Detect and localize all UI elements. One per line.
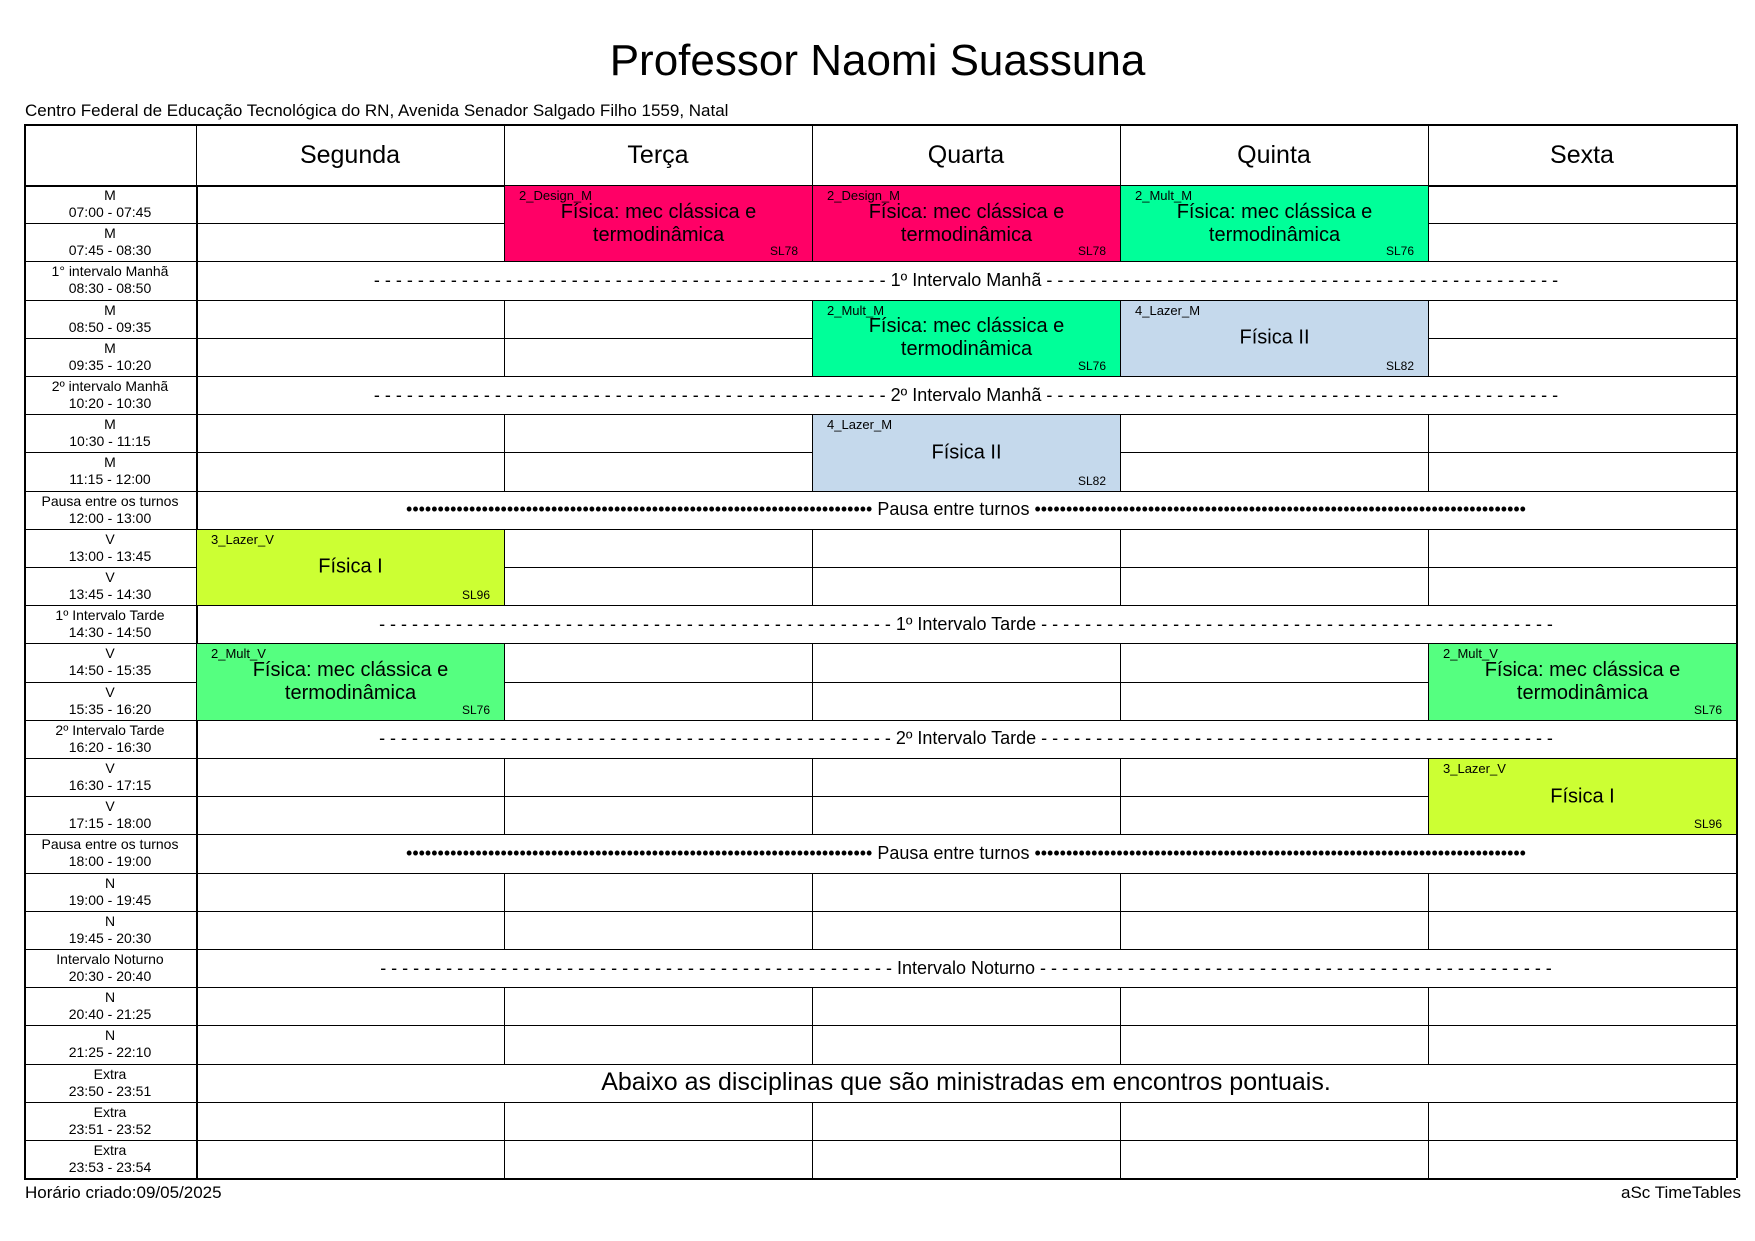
period-label — [25, 185, 195, 223]
column-divider — [1120, 682, 1121, 720]
period-label — [25, 834, 195, 872]
column-divider — [504, 796, 505, 834]
period-label — [25, 338, 195, 376]
break-banner: - - - - - - - - - - - - - - - - - - - - - - - - - - - - - - - - - - - - - - - - - - - - - - - 1º Intervalo Tarde - - - - - - - - - - - - - - - - - - - - - - - - - - - - - - - - - - - - - - - - - - - - - - - — [379, 613, 1553, 634]
period-time: 19:45 - 20:30 — [68, 929, 152, 946]
lesson-card[interactable] — [196, 643, 505, 720]
column-divider — [1120, 873, 1121, 911]
column-divider — [1428, 567, 1429, 605]
period-label — [25, 605, 195, 643]
lesson-card[interactable] — [812, 300, 1121, 377]
column-divider — [812, 873, 813, 911]
column-divider — [504, 873, 505, 911]
column-divider — [1428, 414, 1429, 452]
period-label — [25, 529, 195, 567]
period-label — [25, 567, 195, 605]
lesson-group: 2_Mult_M — [827, 302, 885, 318]
column-divider — [812, 758, 813, 796]
lesson-subject: Física: mec clássica e termodinâmica — [868, 315, 1065, 361]
period-label — [25, 452, 195, 490]
column-divider — [1428, 1102, 1429, 1140]
lesson-room: SL76 — [461, 702, 490, 717]
period-label — [25, 873, 195, 911]
column-divider — [1120, 1025, 1121, 1063]
column-divider — [504, 1102, 505, 1140]
lesson-room: SL76 — [1385, 244, 1414, 259]
period-name: M — [104, 225, 116, 242]
lesson-group: 4_Lazer_M — [1135, 302, 1201, 318]
period-name: V — [105, 683, 115, 700]
column-divider — [812, 1102, 813, 1140]
period-time: 20:30 - 20:40 — [68, 968, 152, 985]
lesson-subject: Física: mec clássica e termodinâmica — [1484, 659, 1681, 705]
column-divider — [504, 124, 505, 185]
period-label — [25, 796, 195, 834]
lesson-room: SL78 — [769, 244, 798, 259]
period-time: 16:20 - 16:30 — [68, 738, 152, 755]
break-banner: - - - - - - - - - - - - - - - - - - - - - - - - - - - - - - - - - - - - - - - - - - - - - - - 2º Intervalo Manhã - - - - - - - - - - - - - - - - - - - - - - - - - - - - - - - - - - - - - - - - - - - - - - - — [373, 384, 1559, 405]
break-banner: •••••••••••••••••••••••••••••••••••••••••••••••••••••••••••••••••••••••••• Pausa entre turnos •••••••••••••••••••••••••••••••••••••••••••••••••••••••••••••••••••••••••••••• — [406, 842, 1526, 863]
lesson-room: SL96 — [1693, 817, 1722, 832]
column-divider — [1120, 758, 1121, 796]
period-label — [25, 682, 195, 720]
period-label — [25, 491, 195, 529]
column-divider — [504, 1140, 505, 1178]
lesson-room: SL78 — [1077, 244, 1106, 259]
period-name: V — [105, 760, 115, 777]
period-time: 09:35 - 10:20 — [68, 356, 152, 373]
period-name: 2º intervalo Manhã — [51, 378, 169, 395]
row-divider — [24, 911, 1736, 912]
lesson-card[interactable] — [1120, 185, 1429, 262]
period-time: 13:00 - 13:45 — [68, 547, 152, 564]
column-divider — [504, 758, 505, 796]
column-divider — [504, 987, 505, 1025]
lesson-subject: Física I — [318, 555, 383, 578]
row-divider — [24, 987, 1736, 988]
column-divider — [196, 185, 198, 223]
period-name: M — [104, 454, 116, 471]
period-time: 08:30 - 08:50 — [68, 280, 152, 297]
period-name: V — [105, 569, 115, 586]
period-name: V — [105, 530, 115, 547]
column-divider — [1428, 1140, 1429, 1178]
period-time: 07:45 - 08:30 — [68, 242, 152, 259]
period-name: V — [105, 798, 115, 815]
day-header: Quarta — [927, 141, 1005, 169]
column-divider — [196, 1025, 198, 1063]
period-label — [25, 376, 195, 414]
column-divider — [1428, 452, 1429, 490]
column-divider — [1120, 529, 1121, 567]
column-divider — [812, 911, 813, 949]
period-name: N — [104, 989, 116, 1006]
lesson-subject: Física: mec clássica e termodinâmica — [560, 200, 757, 246]
lesson-room: SL82 — [1077, 473, 1106, 488]
column-divider — [504, 911, 505, 949]
period-name: N — [104, 874, 116, 891]
period-name: Pausa entre os turnos — [41, 836, 179, 853]
column-divider — [504, 338, 505, 376]
period-name: 1° intervalo Manhã — [51, 263, 169, 280]
frame-border — [24, 124, 1736, 126]
created-date: Horário criado:09/05/2025 — [25, 1183, 222, 1202]
lesson-subject: Física II — [931, 441, 1002, 464]
period-time: 23:51 - 23:52 — [68, 1120, 152, 1137]
period-name: Extra — [93, 1103, 127, 1120]
column-divider — [1120, 124, 1121, 185]
school-address: Centro Federal de Educação Tecnológica do RN, Avenida Senador Salgado Filho 1559, Natal — [25, 101, 729, 120]
column-divider — [196, 414, 198, 452]
period-name: M — [104, 416, 116, 433]
lesson-group: 2_Mult_V — [211, 646, 266, 662]
lesson-group: 3_Lazer_V — [211, 531, 274, 547]
period-time: 10:30 - 11:15 — [69, 433, 151, 450]
column-divider — [196, 758, 198, 796]
column-divider — [812, 1140, 813, 1178]
break-banner: •••••••••••••••••••••••••••••••••••••••••••••••••••••••••••••••••••••••••• Pausa entre turnos •••••••••••••••••••••••••••••••••••••••••••••••••••••••••••••••••••••••••••••• — [406, 499, 1526, 520]
break-banner: - - - - - - - - - - - - - - - - - - - - - - - - - - - - - - - - - - - - - - - - - - - - - - - Intervalo Noturno - - - - - - - - - - - - - - - - - - - - - - - - - - - - - - - - - - - - - - - - - - - - - - - — [380, 957, 1552, 978]
lesson-subject: Física: mec clássica e termodinâmica — [252, 659, 449, 705]
period-time: 17:15 - 18:00 — [68, 815, 152, 832]
column-divider — [1120, 1102, 1121, 1140]
day-header: Quinta — [1237, 141, 1311, 169]
lesson-room: SL76 — [1077, 358, 1106, 373]
period-time: 08:50 - 09:35 — [68, 318, 152, 335]
period-time: 07:00 - 07:45 — [68, 204, 152, 221]
period-time: 16:30 - 17:15 — [68, 777, 152, 794]
period-time: 14:30 - 14:50 — [68, 624, 152, 641]
lesson-card[interactable] — [1428, 758, 1737, 835]
column-divider — [812, 567, 813, 605]
lesson-card[interactable] — [1428, 643, 1737, 720]
period-label — [25, 300, 195, 338]
period-name: 1º Intervalo Tarde — [55, 607, 165, 624]
day-header: Segunda — [299, 141, 401, 169]
column-divider — [196, 338, 198, 376]
lesson-subject: Física: mec clássica e termodinâmica — [1176, 200, 1373, 246]
column-divider — [812, 796, 813, 834]
period-time: 23:53 - 23:54 — [68, 1159, 152, 1176]
period-name: M — [104, 301, 116, 318]
period-label — [25, 223, 195, 261]
period-label — [25, 414, 195, 452]
column-divider — [812, 987, 813, 1025]
column-divider — [196, 911, 198, 949]
period-label — [25, 643, 195, 681]
period-name: Intervalo Noturno — [56, 951, 164, 968]
column-divider — [504, 414, 505, 452]
column-divider — [1428, 124, 1429, 185]
period-time: 19:00 - 19:45 — [68, 891, 152, 908]
column-divider — [1120, 567, 1121, 605]
column-divider — [504, 300, 505, 338]
lesson-room: SL96 — [461, 588, 490, 603]
lesson-card[interactable] — [1120, 300, 1429, 377]
lesson-group: 2_Design_M — [519, 188, 592, 203]
lesson-group: 3_Lazer_V — [1443, 761, 1506, 776]
period-label — [25, 911, 195, 949]
period-label — [25, 1064, 195, 1102]
lesson-subject: Física I — [1550, 785, 1615, 808]
frame-border — [24, 1178, 1736, 1180]
period-name: N — [104, 912, 116, 929]
row-divider — [24, 1140, 1736, 1141]
column-divider — [1120, 796, 1121, 834]
column-divider — [812, 124, 813, 185]
column-divider — [812, 1025, 813, 1063]
extra-note: Abaixo as disciplinas que são ministradas em encontros pontuais. — [601, 1068, 1331, 1097]
column-divider — [1428, 873, 1429, 911]
lesson-card[interactable] — [812, 414, 1121, 491]
period-time: 12:00 - 13:00 — [68, 509, 152, 526]
period-name: M — [104, 187, 116, 204]
day-header: Terça — [627, 141, 689, 169]
column-divider — [1120, 643, 1121, 681]
column-divider — [504, 1025, 505, 1063]
lesson-subject: Física II — [1239, 326, 1310, 349]
column-divider — [196, 452, 198, 490]
period-name: V — [105, 645, 115, 662]
lesson-room: SL76 — [1693, 702, 1722, 717]
period-label — [25, 758, 195, 796]
period-label — [25, 987, 195, 1025]
period-label — [25, 720, 195, 758]
lesson-card[interactable] — [196, 529, 505, 606]
break-banner: - - - - - - - - - - - - - - - - - - - - - - - - - - - - - - - - - - - - - - - - - - - - - - - 1º Intervalo Manhã - - - - - - - - - - - - - - - - - - - - - - - - - - - - - - - - - - - - - - - - - - - - - - - — [373, 269, 1559, 290]
column-divider — [504, 452, 505, 490]
column-divider — [196, 987, 198, 1025]
lesson-card[interactable] — [504, 185, 813, 262]
period-time: 18:00 - 19:00 — [68, 853, 152, 870]
column-divider — [1120, 911, 1121, 949]
period-label — [25, 949, 195, 987]
column-divider — [812, 643, 813, 681]
period-name: Pausa entre os turnos — [41, 492, 179, 509]
column-divider — [1120, 1140, 1121, 1178]
row-divider — [24, 1025, 1736, 1026]
period-time: 15:35 - 16:20 — [68, 700, 152, 717]
period-time: 14:50 - 15:35 — [68, 662, 152, 679]
column-divider — [196, 124, 197, 185]
column-divider — [1428, 1025, 1429, 1063]
period-label — [25, 261, 195, 299]
software-credit: aSc TimeTables — [1621, 1183, 1741, 1202]
period-name: Extra — [93, 1065, 127, 1082]
column-divider — [812, 682, 813, 720]
column-divider — [1428, 911, 1429, 949]
day-header: Sexta — [1550, 141, 1614, 169]
column-divider — [196, 300, 198, 338]
column-divider — [196, 796, 198, 834]
column-divider — [196, 1140, 198, 1178]
period-time: 23:50 - 23:51 — [68, 1082, 152, 1099]
period-name: Extra — [93, 1142, 127, 1159]
column-divider — [1428, 987, 1429, 1025]
column-divider — [196, 223, 198, 261]
period-time: 20:40 - 21:25 — [68, 1006, 152, 1023]
row-divider — [24, 873, 1736, 874]
page-title: Professor Naomi Suassuna — [609, 36, 1146, 85]
period-name: 2º Intervalo Tarde — [55, 721, 165, 738]
period-label — [25, 1102, 195, 1140]
lesson-group: 2_Mult_M — [1135, 188, 1193, 203]
column-divider — [1120, 987, 1121, 1025]
lesson-subject: Física: mec clássica e termodinâmica — [868, 200, 1065, 246]
row-divider — [24, 1102, 1736, 1103]
period-label — [25, 1140, 195, 1178]
lesson-room: SL82 — [1385, 358, 1414, 373]
column-divider — [196, 873, 198, 911]
period-name: M — [104, 339, 116, 356]
period-time: 21:25 - 22:10 — [68, 1044, 152, 1061]
period-time: 10:20 - 10:30 — [68, 395, 152, 412]
column-divider — [196, 1102, 198, 1140]
period-time: 11:15 - 12:00 — [69, 471, 151, 488]
lesson-card[interactable] — [812, 185, 1121, 262]
period-time: 13:45 - 14:30 — [68, 586, 152, 603]
period-label — [25, 1025, 195, 1063]
column-divider — [812, 529, 813, 567]
period-name: N — [104, 1027, 116, 1044]
column-divider — [1428, 529, 1429, 567]
break-banner: - - - - - - - - - - - - - - - - - - - - - - - - - - - - - - - - - - - - - - - - - - - - - - - 2º Intervalo Tarde - - - - - - - - - - - - - - - - - - - - - - - - - - - - - - - - - - - - - - - - - - - - - - - — [379, 728, 1553, 749]
lesson-group: 2_Mult_V — [1443, 646, 1498, 662]
lesson-group: 4_Lazer_M — [827, 417, 893, 433]
lesson-group: 2_Design_M — [827, 188, 900, 203]
